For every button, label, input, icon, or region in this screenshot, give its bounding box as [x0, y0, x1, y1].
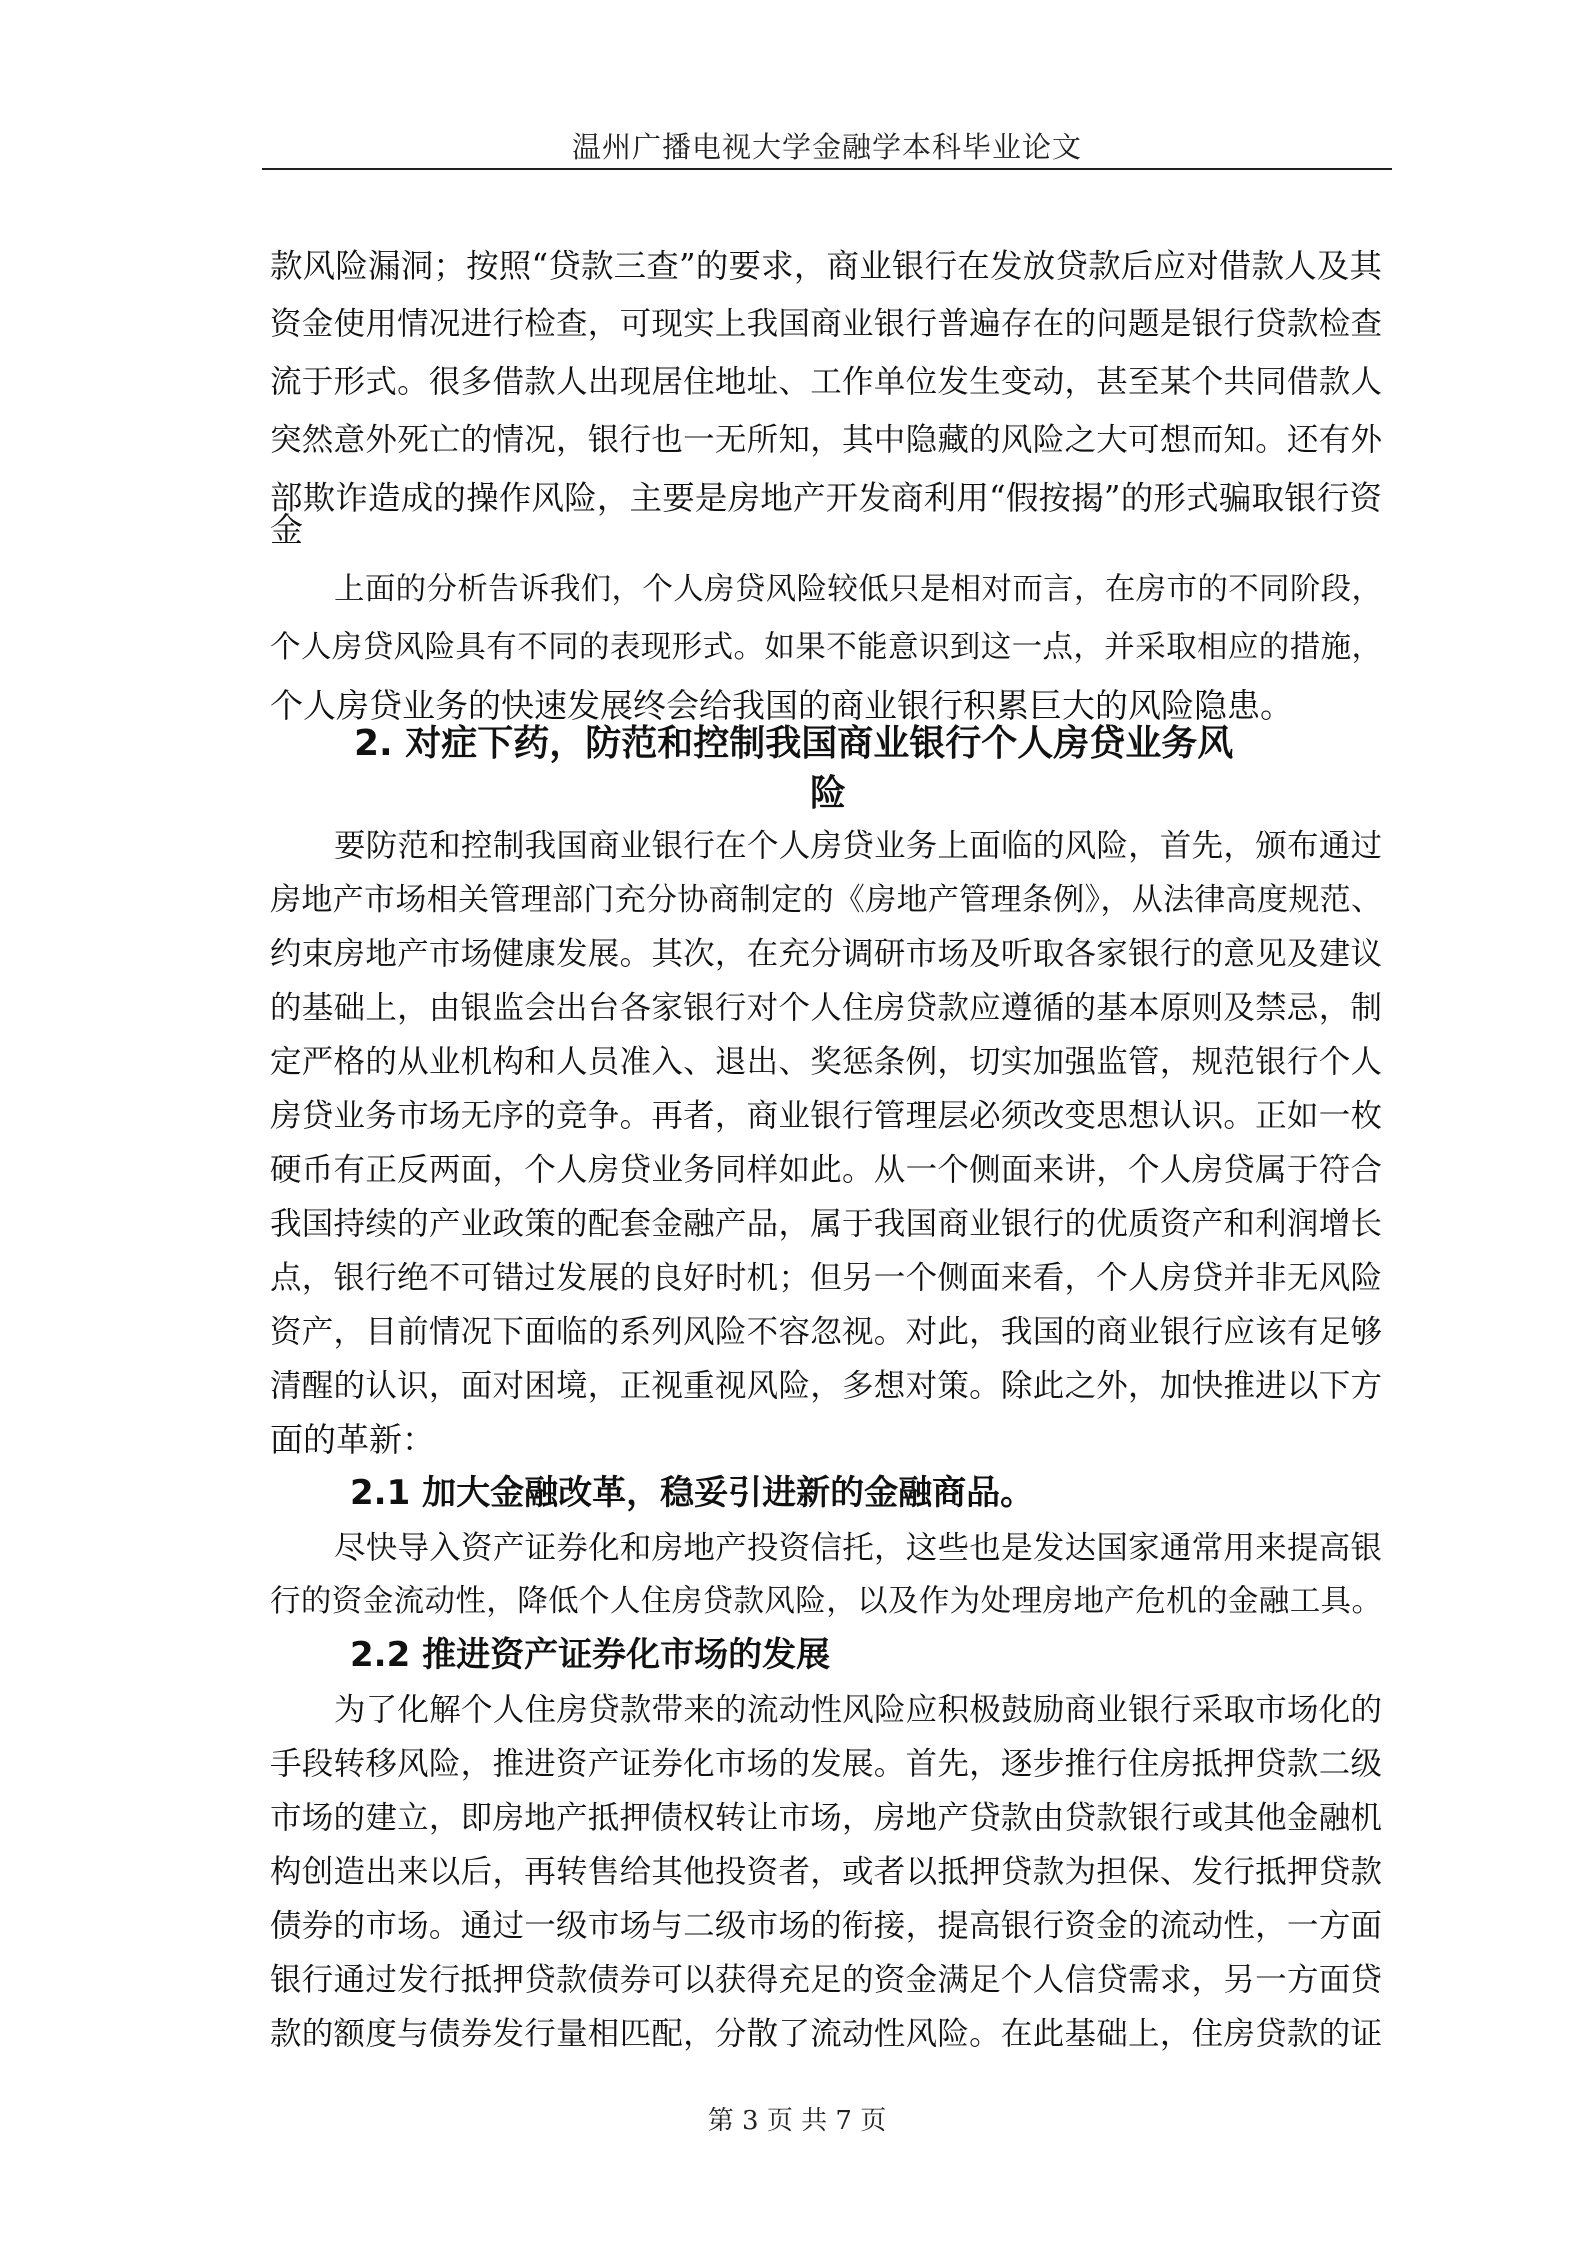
- text-line: 上面的分析告诉我们，个人房贷风险较低只是相对而言，在房市的不同阶段，: [334, 572, 1382, 607]
- text-line: 约束房地产市场健康发展。其次，在充分调研市场及听取各家银行的意见及建议: [270, 936, 1382, 972]
- text-line: 的基础上，由银监会出台各家银行对个人住房贷款应遵循的基本原则及禁忌，制: [270, 990, 1382, 1026]
- section-heading-line: 险: [810, 773, 847, 814]
- text-line: 手段转移风险，推进资产证券化市场的发展。首先，逐步推行住房抵押贷款二级: [270, 1746, 1382, 1782]
- text-line: 点，银行绝不可错过发展的良好时机；但另一个侧面来看，个人房贷并非无风险: [270, 1260, 1382, 1296]
- text-line: 个人房贷业务的快速发展终会给我国的商业银行积累巨大的风险隐患。: [270, 686, 1293, 725]
- text-line: 面的革新：: [270, 1420, 435, 1459]
- text-line: 款风险漏洞；按照“贷款三查”的要求，商业银行在发放贷款后应对借款人及其: [270, 247, 1382, 285]
- text-line: 金: [270, 510, 303, 549]
- text-line: 银行通过发行抵押贷款债券可以获得充足的资金满足个人信贷需求，另一方面贷: [270, 1962, 1382, 1998]
- section-2-2-heading: 2.2 推进资产证券化市场的发展: [350, 1635, 831, 1675]
- text-line: 债券的市场。通过一级市场与二级市场的衔接，提高银行资金的流动性，一方面: [270, 1908, 1382, 1944]
- page-number-footer: 第 3 页 共 7 页: [707, 2106, 887, 2136]
- text-line: 款的额度与债券发行量相匹配，分散了流动性风险。在此基础上，住房贷款的证: [270, 2016, 1382, 2052]
- text-line: 流于形式。很多借款人出现居住地址、工作单位发生变动，甚至某个共同借款人: [270, 364, 1382, 400]
- text-line: 市场的建立，即房地产抵押债权转让市场，房地产贷款由贷款银行或其他金融机: [270, 1800, 1382, 1836]
- text-line: 定严格的从业机构和人员准入、退出、奖惩条例，切实加强监管，规范银行个人: [270, 1044, 1382, 1080]
- text-line: 我国持续的产业政策的配套金融产品，属于我国商业银行的优质资产和利润增长: [270, 1206, 1382, 1242]
- text-line: 清醒的认识，面对困境，正视重视风险，多想对策。除此之外，加快推进以下方: [270, 1368, 1382, 1404]
- page-header-title: 温州广播电视大学金融学本科毕业论文: [571, 130, 1082, 164]
- section-heading-line: 2. 对症下药，防范和控制我国商业银行个人房贷业务风: [354, 723, 1234, 764]
- text-line: 资金使用情况进行检查，可现实上我国商业银行普遍存在的问题是银行贷款检查: [270, 306, 1382, 342]
- text-line: 尽快导入资产证券化和房地产投资信托，这些也是发达国家通常用来提高银: [334, 1530, 1382, 1566]
- section-2-1-heading: 2.1 加大金融改革，稳妥引进新的金融商品。: [350, 1473, 1035, 1513]
- text-line: 硬币有正反两面，个人房贷业务同样如此。从一个侧面来讲，个人房贷属于符合: [270, 1152, 1382, 1188]
- text-line: 行的资金流动性，降低个人住房贷款风险，以及作为处理房地产危机的金融工具。: [270, 1584, 1382, 1619]
- text-line: 构创造出来以后，再转售给其他投资者，或者以抵押贷款为担保、发行抵押贷款: [270, 1854, 1382, 1890]
- header-rule: [262, 168, 1392, 170]
- text-line: 房贷业务市场无序的竞争。再者，商业银行管理层必须改变思想认识。正如一枚: [270, 1098, 1382, 1134]
- text-line: 资产，目前情况下面临的系列风险不容忽视。对此，我国的商业银行应该有足够: [270, 1314, 1382, 1350]
- text-line: 突然意外死亡的情况，银行也一无所知，其中隐藏的风险之大可想而知。还有外: [270, 422, 1382, 458]
- text-line: 要防范和控制我国商业银行在个人房贷业务上面临的风险，首先，颁布通过: [334, 828, 1382, 864]
- text-line: 为了化解个人住房贷款带来的流动性风险应积极鼓励商业银行采取市场化的: [334, 1692, 1382, 1728]
- text-line: 房地产市场相关管理部门充分协商制定的《房地产管理条例》，从法律高度规范、: [270, 882, 1382, 918]
- text-line: 个人房贷风险具有不同的表现形式。如果不能意识到这一点，并采取相应的措施，: [270, 630, 1382, 665]
- text-line: 部欺诈造成的操作风险，主要是房地产开发商利用“假按揭”的形式骗取银行资: [270, 479, 1382, 517]
